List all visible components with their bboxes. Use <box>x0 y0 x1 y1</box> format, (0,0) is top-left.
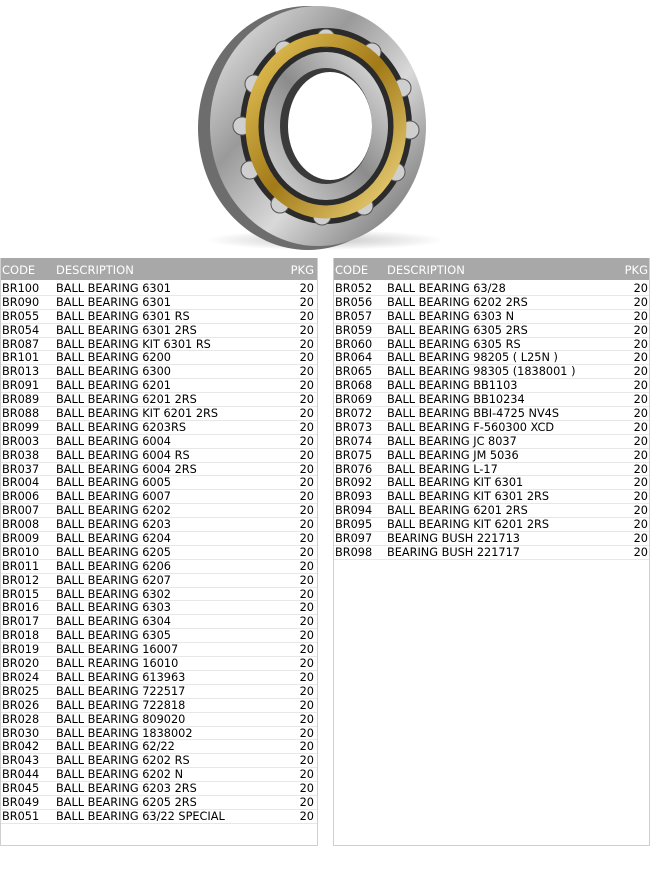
cell-pkg: 20 <box>299 448 314 462</box>
cell-code: BR091 <box>2 379 40 393</box>
cell-code: BR026 <box>2 698 40 712</box>
cell-pkg: 20 <box>299 782 314 796</box>
cell-pkg: 20 <box>633 532 648 546</box>
table-row <box>334 310 649 324</box>
table-row <box>334 504 649 518</box>
table-row <box>1 463 317 477</box>
cell-pkg: 20 <box>633 337 648 351</box>
table-row <box>1 740 317 754</box>
cell-code: BR075 <box>335 448 373 462</box>
table-row <box>334 338 649 352</box>
cell-code: BR003 <box>2 434 40 448</box>
table-row <box>334 421 649 435</box>
cell-code: BR057 <box>335 309 373 323</box>
cell-pkg: 20 <box>633 351 648 365</box>
cell-description: BALL BEARING 6205 2RS <box>56 795 197 809</box>
cell-pkg: 20 <box>633 545 648 559</box>
table-body <box>334 280 649 560</box>
cell-pkg: 20 <box>633 434 648 448</box>
cell-code: BR024 <box>2 670 40 684</box>
cell-pkg: 20 <box>299 795 314 809</box>
cell-description: BALL BEARING 6305 <box>56 629 171 643</box>
table-row <box>334 449 649 463</box>
cell-description: BALL BEARING BBI-4725 NV4S <box>387 407 560 421</box>
cell-description: BALL BEARING 6203 <box>56 518 171 532</box>
table-row <box>1 601 317 615</box>
cell-description: BALL BEARING 6301 <box>56 282 171 295</box>
cell-description: BALL BEARING 6301 <box>56 295 171 309</box>
table-row <box>1 421 317 435</box>
table-row <box>1 796 317 810</box>
table-row <box>1 727 317 741</box>
cell-description: BALL BEARING 6202 2RS <box>387 295 528 309</box>
cell-pkg: 20 <box>299 643 314 657</box>
cell-code: BR090 <box>2 295 40 309</box>
cell-description: BALL BEARING 722818 <box>56 698 186 712</box>
cell-code: BR051 <box>2 809 40 823</box>
cell-pkg: 20 <box>299 476 314 490</box>
cell-description: BALL BEARING 63/22 SPECIAL <box>56 809 225 823</box>
cell-pkg: 20 <box>299 657 314 671</box>
cell-pkg: 20 <box>299 365 314 379</box>
table-row <box>334 435 649 449</box>
cell-pkg: 20 <box>299 754 314 768</box>
bearing-product-photo <box>0 0 650 258</box>
table-row <box>1 393 317 407</box>
cell-description: BALL REARING 16010 <box>56 657 179 671</box>
cell-description: BALL BEARING 6203RS <box>56 420 187 434</box>
table-row <box>1 282 317 296</box>
table-header <box>1 258 317 280</box>
cell-description: BALL BEARING 6007 <box>56 490 171 504</box>
cell-pkg: 20 <box>299 379 314 393</box>
table-row <box>334 351 649 365</box>
table-body <box>1 280 317 824</box>
cell-code: BR076 <box>335 462 373 476</box>
cell-code: BR094 <box>335 504 373 518</box>
header-pkg: PKG <box>290 263 314 277</box>
cell-code: BR044 <box>2 768 40 782</box>
cell-description: BALL BEARING 63/28 <box>387 282 506 295</box>
cell-description: BALL BEARING 6300 <box>56 365 171 379</box>
cell-code: BR017 <box>2 615 40 629</box>
cell-description: BALL BEARING KIT 6301 <box>387 476 524 490</box>
table-row <box>1 365 317 379</box>
header-pkg: PKG <box>624 263 648 277</box>
table-row <box>334 365 649 379</box>
cell-code: BR064 <box>335 351 373 365</box>
cell-pkg: 20 <box>633 490 648 504</box>
cell-description: BEARING BUSH 221713 <box>387 532 520 546</box>
table-header <box>334 258 649 280</box>
cell-code: BR059 <box>335 323 373 337</box>
cell-pkg: 20 <box>299 629 314 643</box>
cell-pkg: 20 <box>299 601 314 615</box>
cell-pkg: 20 <box>633 407 648 421</box>
cell-pkg: 20 <box>299 295 314 309</box>
cell-description: BALL BEARING KIT 6201 2RS <box>387 518 550 532</box>
cell-pkg: 20 <box>299 504 314 518</box>
cell-description: BALL BEARING 6201 2RS <box>387 504 528 518</box>
cell-code: BR089 <box>2 393 40 407</box>
table-row <box>1 713 317 727</box>
table-row <box>1 518 317 532</box>
table-row <box>1 574 317 588</box>
cell-code: BR025 <box>2 684 40 698</box>
cell-code: BR019 <box>2 643 40 657</box>
table-row <box>1 407 317 421</box>
table-row <box>1 546 317 560</box>
cell-description: BALL BEARING 16007 <box>56 643 179 657</box>
cell-code: BR068 <box>335 379 373 393</box>
table-row <box>334 393 649 407</box>
table-row <box>1 768 317 782</box>
cell-pkg: 20 <box>299 420 314 434</box>
cell-pkg: 20 <box>633 365 648 379</box>
cell-pkg: 20 <box>299 698 314 712</box>
cell-code: BR016 <box>2 601 40 615</box>
cell-code: BR020 <box>2 657 40 671</box>
cell-description: BALL BEARING 6004 RS <box>56 448 190 462</box>
cell-description: BALL BEARING 6200 <box>56 351 171 365</box>
cell-pkg: 20 <box>299 573 314 587</box>
cell-code: BR074 <box>335 434 373 448</box>
cell-code: BR042 <box>2 740 40 754</box>
cell-pkg: 20 <box>299 768 314 782</box>
cell-description: BALL BEARING 98305 (1838001 ) <box>387 365 576 379</box>
cell-description: BALL BEARING 6305 RS <box>387 337 521 351</box>
cell-pkg: 20 <box>299 559 314 573</box>
table-row <box>1 324 317 338</box>
cell-pkg: 20 <box>299 462 314 476</box>
cell-code: BR049 <box>2 795 40 809</box>
cell-description: BALL BEARING 6303 <box>56 601 171 615</box>
cell-pkg: 20 <box>633 295 648 309</box>
cell-pkg: 20 <box>633 379 648 393</box>
table-row <box>334 518 649 532</box>
cell-pkg: 20 <box>299 532 314 546</box>
cell-code: BR100 <box>2 282 40 295</box>
ball-bearing-image <box>0 0 650 258</box>
cell-code: BR060 <box>335 337 373 351</box>
cell-code: BR069 <box>335 393 373 407</box>
table-row <box>1 699 317 713</box>
cell-description: BALL BEARING KIT 6201 2RS <box>56 407 219 421</box>
cell-pkg: 20 <box>299 323 314 337</box>
cell-code: BR011 <box>2 559 40 573</box>
table-row <box>1 296 317 310</box>
cell-description: BALL BEARING 722517 <box>56 684 186 698</box>
cell-description: BEARING BUSH 221717 <box>387 545 520 559</box>
cell-description: BALL BEARING JM 5036 <box>387 448 519 462</box>
cell-pkg: 20 <box>633 309 648 323</box>
cell-pkg: 20 <box>299 337 314 351</box>
cell-pkg: 20 <box>633 420 648 434</box>
cell-description: BALL BEARING 6004 <box>56 434 171 448</box>
table-row <box>334 379 649 393</box>
cell-code: BR030 <box>2 726 40 740</box>
cell-pkg: 20 <box>633 518 648 532</box>
cell-code: BR095 <box>335 518 373 532</box>
cell-code: BR072 <box>335 407 373 421</box>
cell-pkg: 20 <box>299 282 314 295</box>
cell-code: BR073 <box>335 420 373 434</box>
table-row <box>1 532 317 546</box>
table-row <box>1 476 317 490</box>
table-row <box>1 310 317 324</box>
cell-description: BALL BEARING 6206 <box>56 559 171 573</box>
cell-description: BALL BEARING 1838002 <box>56 726 193 740</box>
cell-description: BALL BEARING 6203 2RS <box>56 782 197 796</box>
table-row <box>1 810 317 824</box>
table-row <box>1 338 317 352</box>
table-row <box>334 282 649 296</box>
cell-description: BALL BEARING L-17 <box>387 462 498 476</box>
cell-pkg: 20 <box>633 282 648 295</box>
cell-code: BR093 <box>335 490 373 504</box>
cell-pkg: 20 <box>299 518 314 532</box>
cell-description: BALL BEARING 98205 ( L25N ) <box>387 351 558 365</box>
table-row <box>334 490 649 504</box>
cell-description: BALL BEARING 6303 N <box>387 309 515 323</box>
table-row <box>1 615 317 629</box>
table-row <box>334 463 649 477</box>
cell-description: BALL BEARING 6205 <box>56 545 171 559</box>
cell-description: BALL BEARING 6202 RS <box>56 754 190 768</box>
cell-description: BALL BEARING 6201 <box>56 379 171 393</box>
cell-code: BR098 <box>335 545 373 559</box>
cell-code: BR009 <box>2 532 40 546</box>
table-row <box>1 685 317 699</box>
table-row <box>1 643 317 657</box>
table-row <box>1 449 317 463</box>
table-row <box>1 782 317 796</box>
cell-code: BR088 <box>2 407 40 421</box>
cell-description: BALL BEARING 6202 N <box>56 768 184 782</box>
cell-code: BR087 <box>2 337 40 351</box>
cell-code: BR097 <box>335 532 373 546</box>
cell-pkg: 20 <box>299 309 314 323</box>
cell-code: BR004 <box>2 476 40 490</box>
header-code: CODE <box>2 263 36 277</box>
cell-description: BALL BEARING 6201 2RS <box>56 393 197 407</box>
cell-code: BR010 <box>2 545 40 559</box>
header-code: CODE <box>335 263 369 277</box>
cell-pkg: 20 <box>299 712 314 726</box>
table-row <box>1 490 317 504</box>
cell-code: BR007 <box>2 504 40 518</box>
cell-pkg: 20 <box>299 670 314 684</box>
table-row <box>334 324 649 338</box>
cell-description: BALL BEARING 809020 <box>56 712 186 726</box>
cell-pkg: 20 <box>299 490 314 504</box>
cell-pkg: 20 <box>299 740 314 754</box>
cell-code: BR012 <box>2 573 40 587</box>
table-row <box>1 629 317 643</box>
cell-code: BR018 <box>2 629 40 643</box>
cell-description: BALL BEARING KIT 6301 2RS <box>387 490 550 504</box>
cell-pkg: 20 <box>299 684 314 698</box>
cell-pkg: 20 <box>633 448 648 462</box>
table-row <box>1 435 317 449</box>
cell-description: BALL BEARING 6207 <box>56 573 171 587</box>
cell-code: BR056 <box>335 295 373 309</box>
header-description: DESCRIPTION <box>387 263 465 277</box>
header-description: DESCRIPTION <box>56 263 134 277</box>
table-row <box>334 532 649 546</box>
cell-code: BR099 <box>2 420 40 434</box>
table-row <box>1 379 317 393</box>
table-row <box>334 476 649 490</box>
cell-code: BR028 <box>2 712 40 726</box>
table-row <box>1 657 317 671</box>
cell-pkg: 20 <box>633 476 648 490</box>
cell-description: BALL BEARING BB10234 <box>387 393 525 407</box>
cell-pkg: 20 <box>299 434 314 448</box>
table-row <box>1 671 317 685</box>
cell-description: BALL BEARING 6004 2RS <box>56 462 197 476</box>
cell-code: BR065 <box>335 365 373 379</box>
cell-description: BALL BEARING BB1103 <box>387 379 518 393</box>
cell-pkg: 20 <box>299 587 314 601</box>
cell-pkg: 20 <box>633 393 648 407</box>
product-table-left <box>0 258 318 846</box>
cell-description: BALL BEARING 6005 <box>56 476 171 490</box>
cell-pkg: 20 <box>633 462 648 476</box>
cell-pkg: 20 <box>299 407 314 421</box>
product-table-right <box>333 258 650 846</box>
cell-code: BR038 <box>2 448 40 462</box>
cell-code: BR013 <box>2 365 40 379</box>
cell-pkg: 20 <box>299 545 314 559</box>
cell-code: BR008 <box>2 518 40 532</box>
cell-pkg: 20 <box>299 726 314 740</box>
cell-code: BR054 <box>2 323 40 337</box>
cell-description: BALL BEARING 6305 2RS <box>387 323 528 337</box>
cell-pkg: 20 <box>633 504 648 518</box>
cell-pkg: 20 <box>633 323 648 337</box>
cell-code: BR006 <box>2 490 40 504</box>
cell-description: BALL BEARING KIT 6301 RS <box>56 337 211 351</box>
table-row <box>1 588 317 602</box>
table-row <box>334 407 649 421</box>
cell-pkg: 20 <box>299 615 314 629</box>
cell-description: BALL BEARING 613963 <box>56 670 186 684</box>
cell-code: BR055 <box>2 309 40 323</box>
cell-code: BR052 <box>335 282 373 295</box>
cell-description: BALL BEARING 6202 <box>56 504 171 518</box>
cell-description: BALL BEARING F-560300 XCD <box>387 420 555 434</box>
cell-description: BALL BEARING 6301 2RS <box>56 323 197 337</box>
cell-code: BR037 <box>2 462 40 476</box>
cell-description: BALL BEARING 6302 <box>56 587 171 601</box>
cell-code: BR015 <box>2 587 40 601</box>
cell-code: BR092 <box>335 476 373 490</box>
cell-description: BALL BEARING 6301 RS <box>56 309 190 323</box>
cell-code: BR045 <box>2 782 40 796</box>
table-row <box>334 546 649 560</box>
table-row <box>1 560 317 574</box>
cell-description: BALL BEARING 62/22 <box>56 740 175 754</box>
cell-description: BALL BEARING 6204 <box>56 532 171 546</box>
cell-description: BALL BEARING JC 8037 <box>387 434 517 448</box>
cell-code: BR043 <box>2 754 40 768</box>
table-row <box>1 504 317 518</box>
cell-description: BALL BEARING 6304 <box>56 615 171 629</box>
table-row <box>1 351 317 365</box>
cell-pkg: 20 <box>299 393 314 407</box>
cell-pkg: 20 <box>299 351 314 365</box>
cell-pkg: 20 <box>299 809 314 823</box>
table-row <box>1 754 317 768</box>
cell-code: BR101 <box>2 351 40 365</box>
table-row <box>334 296 649 310</box>
